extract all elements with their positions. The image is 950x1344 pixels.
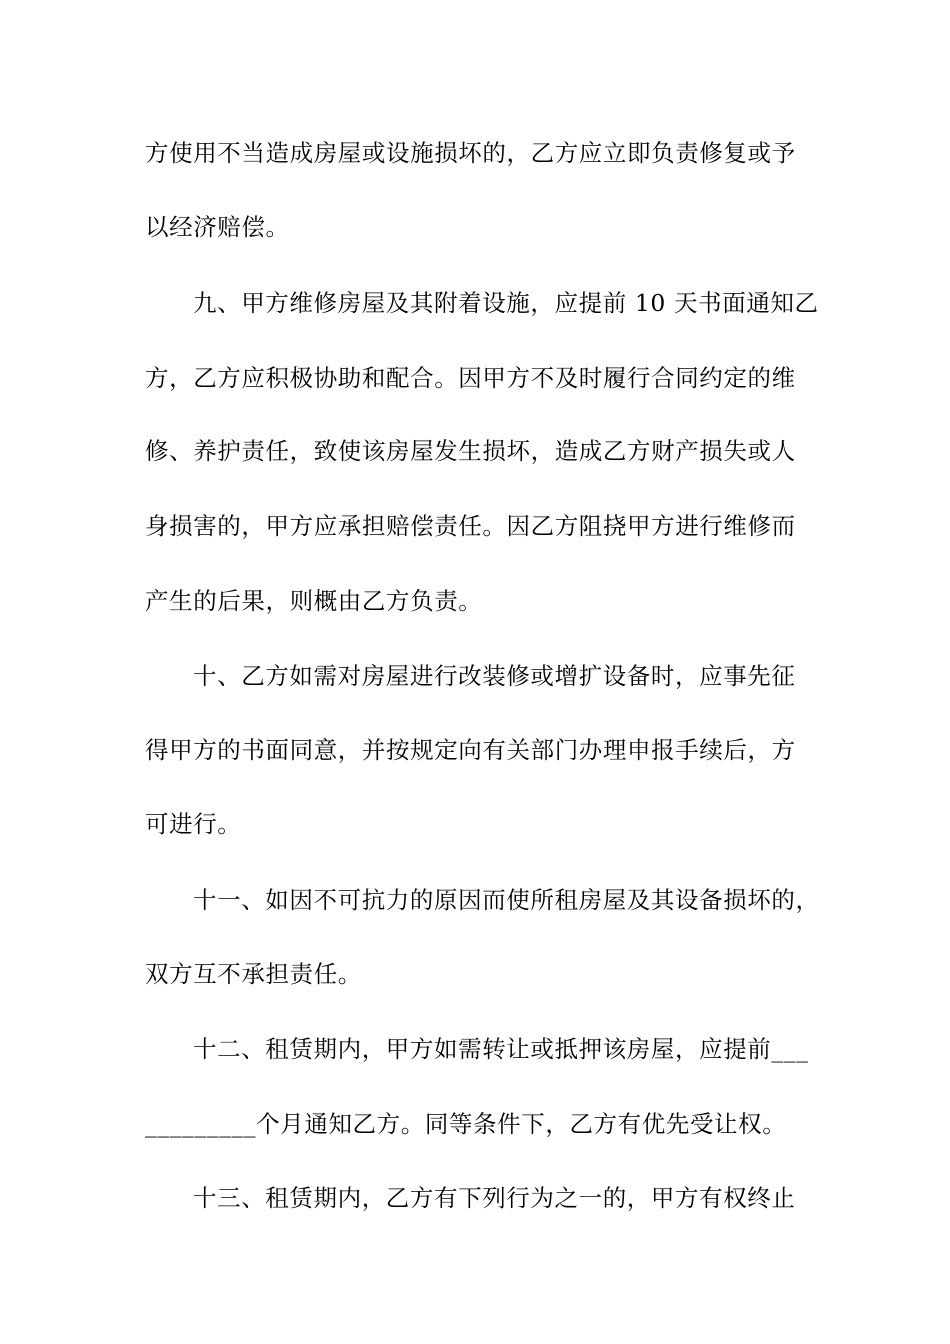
clause-11-line-2: 双方互不承担责任。: [145, 960, 362, 988]
clause-9-line-5: 产生的后果，则概由乙方负责。: [145, 587, 483, 615]
clause-9-line-2: 方，乙方应积极协助和配合。因甲方不及时履行合同约定的维: [145, 364, 796, 392]
clause-9-line-4: 身损害的，甲方应承担赔偿责任。因乙方阻挠甲方进行维修而: [145, 512, 796, 540]
clause-10-line-2: 得甲方的书面同意，并按规定向有关部门办理申报手续后，方: [145, 736, 796, 764]
clause-13-line-1: 十三、租赁期内，乙方有下列行为之一的，甲方有权终止: [193, 1184, 796, 1212]
clause-11-line-1: 十一、如因不可抗力的原因而使所租房屋及其设备损坏的，: [193, 886, 820, 914]
clause-9-line-1: 九、甲方维修房屋及其附着设施，应提前 10 天书面通知乙: [193, 289, 819, 317]
clause-9-line-3: 修、养护责任，致使该房屋发生损坏，造成乙方财产损失或人: [145, 437, 796, 465]
text-line-1: 方使用不当造成房屋或设施损坏的，乙方应立即负责修复或予: [145, 139, 796, 167]
clause-12-line-1: 十二、租赁期内，甲方如需转让或抵押该房屋，应提前___: [193, 1035, 809, 1063]
text-line-2: 以经济赔偿。: [145, 213, 290, 241]
clause-10-line-3: 可进行。: [145, 810, 242, 838]
clause-10-line-1: 十、乙方如需对房屋进行改装修或增扩设备时，应事先征: [193, 662, 796, 690]
clause-12-line-2: _________个月通知乙方。同等条件下，乙方有优先受让权。: [145, 1110, 787, 1138]
